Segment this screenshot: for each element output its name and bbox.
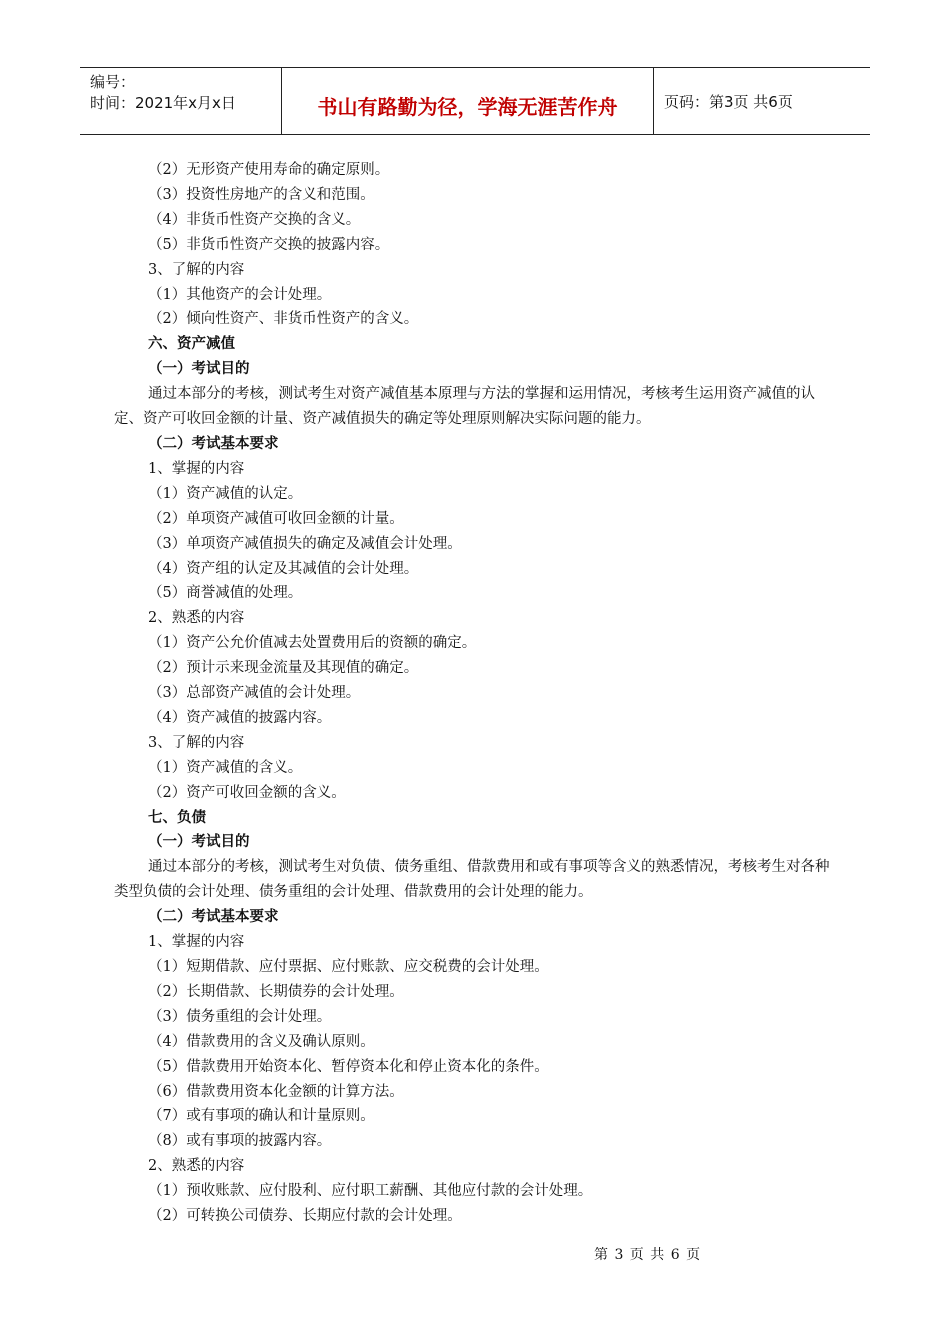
list-item: 2、熟悉的内容 (148, 610, 245, 627)
page-footer: 第 3 页 共 6 页 (594, 1247, 702, 1263)
section-heading: （二）考试基本要求 (148, 908, 279, 926)
list-item: （1）资产公允价值减去处置费用后的资额的确定。 (148, 635, 477, 652)
header-page-number: 页码：第3页 共6页 (664, 92, 793, 111)
header-meta (80, 68, 282, 134)
document-body (114, 158, 840, 1229)
list-item: （3）投资性房地产的含义和范围。 (148, 186, 375, 203)
list-item: （1）其他资产的会计处理。 (148, 286, 332, 303)
list-item: （1）资产减值的含义。 (148, 759, 303, 776)
list-item: （8）或有事项的披露内容。 (148, 1133, 332, 1150)
list-item: （5）非货币性资产交换的披露内容。 (148, 236, 390, 253)
list-item: （4）资产减值的披露内容。 (148, 709, 332, 726)
list-item: （2）可转换公司债券、长期应付款的会计处理。 (148, 1208, 462, 1225)
list-item: （2）无形资产使用寿命的确定原则。 (148, 162, 390, 178)
section-heading: （一）考试目的 (148, 833, 250, 851)
list-item: （3）单项资产减值损失的确定及减值会计处理。 (148, 535, 462, 552)
list-item: （2）倾向性资产、非货币性资产的含义。 (148, 311, 419, 328)
list-item: （2）资产可收回金额的含义。 (148, 784, 346, 801)
list-item: （2）预计示来现金流量及其现值的确定。 (148, 660, 419, 677)
header-motto: 书山有路勤为径，学海无涯苦作舟 (282, 68, 654, 134)
list-item: （5）商誉减值的处理。 (148, 585, 303, 602)
section-heading: （一）考试目的 (148, 360, 250, 378)
list-item: （1）短期借款、应付票据、应付账款、应交税费的会计处理。 (148, 959, 549, 975)
section-heading: 六、资产减值 (148, 335, 235, 353)
body-paragraph: 通过本部分的考核，测试考生对资产减值基本原理与方法的掌握和运用情况，考核考生运用资产减值的认定、资产可收回金额的计量、资产减值损失的确定等处理原则解决实际问题的能力。 (114, 386, 815, 428)
section-heading: 七、负债 (148, 808, 206, 826)
list-item: （4）借款费用的含义及确认原则。 (148, 1033, 375, 1050)
page-header (80, 67, 870, 135)
list-item: （2）长期借款、长期债券的会计处理。 (148, 983, 404, 1000)
list-item: （3）总部资产减值的会计处理。 (148, 685, 361, 702)
list-item: （7）或有事项的确认和计量原则。 (148, 1108, 375, 1125)
list-item: 1、掌握的内容 (148, 460, 245, 477)
list-item: （4）资产组的认定及其减值的会计处理。 (148, 560, 419, 577)
list-item: 2、熟悉的内容 (148, 1158, 245, 1175)
list-item: （3）债务重组的会计处理。 (148, 1008, 332, 1025)
body-paragraph: 通过本部分的考核，测试考生对负债、债务重组、借款费用和或有事项等含义的熟悉情况，考核考生对各种类型负债的会计处理、债务重组的会计处理、借款费用的会计处理的能力。 (114, 859, 830, 901)
list-item: 3、了解的内容 (148, 261, 245, 278)
list-item: （6）借款费用资本化金额的计算方法。 (148, 1083, 404, 1100)
list-item: 3、了解的内容 (148, 734, 245, 751)
list-item: 1、掌握的内容 (148, 934, 245, 951)
list-item: （2）单项资产减值可收回金额的计量。 (148, 510, 404, 527)
section-heading: （二）考试基本要求 (148, 434, 279, 452)
list-item: （1）预收账款、应付股利、应付职工薪酬、其他应付款的会计处理。 (148, 1183, 593, 1200)
document-number-label: 编号： (90, 73, 136, 91)
list-item: （1）资产减值的认定。 (148, 485, 303, 502)
list-item: （4）非货币性资产交换的含义。 (148, 211, 361, 228)
document-time-label: 时间：2021年x月x日 (90, 94, 236, 112)
list-item: （5）借款费用开始资本化、暂停资本化和停止资本化的条件。 (148, 1058, 549, 1075)
